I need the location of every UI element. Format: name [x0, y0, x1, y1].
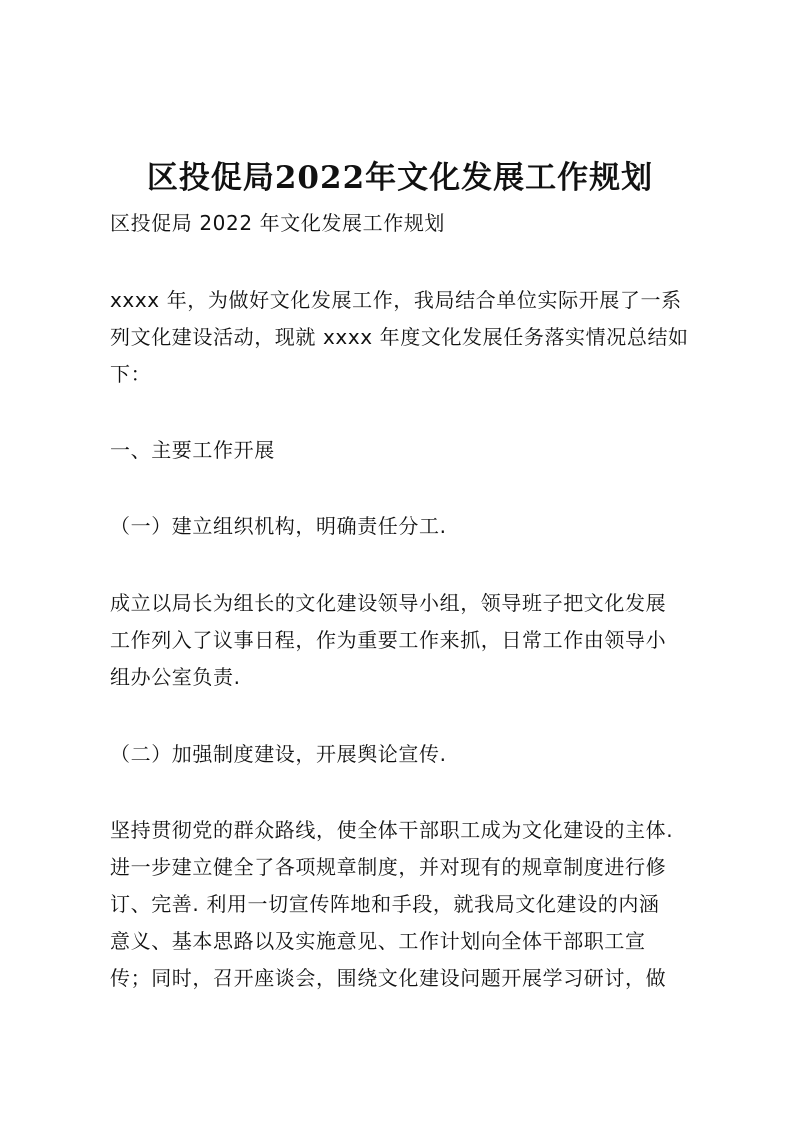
document-title: 区投促局2022年文化发展工作规划: [146, 160, 654, 196]
document-subtitle: 区投促局 2022 年文化发展工作规划: [110, 211, 446, 235]
intro-line-2: 列文化建设活动，现就 xxxx 年度文化发展任务落实情况总结如: [110, 325, 689, 349]
subsection-2-line-2: 进一步建立健全了各项规章制度，并对现有的规章制度进行修: [110, 855, 667, 879]
subsection-2-line-1: 坚持贯彻党的群众路线，使全体干部职工成为文化建设的主体.: [110, 818, 674, 842]
subsection-2-line-3: 订、完善. 利用一切宣传阵地和手段，就我局文化建设的内涵: [110, 892, 660, 916]
subsection-2-heading: （二）加强制度建设，开展舆论宣传.: [110, 742, 447, 766]
intro-line-3: 下：: [110, 362, 152, 386]
subsection-1-line-3: 组办公室负责.: [110, 665, 241, 689]
subsection-1-heading: （一）建立组织机构，明确责任分工.: [110, 514, 447, 538]
subsection-2-line-5: 传；同时，召开座谈会，围绕文化建设问题开展学习研讨，做: [110, 966, 667, 990]
section-heading: 一、主要工作开展: [110, 438, 275, 462]
intro-line-1: xxxx 年，为做好文化发展工作，我局结合单位实际开展了一系: [110, 288, 682, 312]
subsection-1-line-2: 工作列入了议事日程，作为重要工作来抓，日常工作由领导小: [110, 628, 667, 652]
subsection-1-line-1: 成立以局长为组长的文化建设领导小组，领导班子把文化发展: [110, 591, 667, 615]
subsection-2-line-4: 意义、基本思路以及实施意见、工作计划向全体干部职工宣: [110, 929, 646, 953]
